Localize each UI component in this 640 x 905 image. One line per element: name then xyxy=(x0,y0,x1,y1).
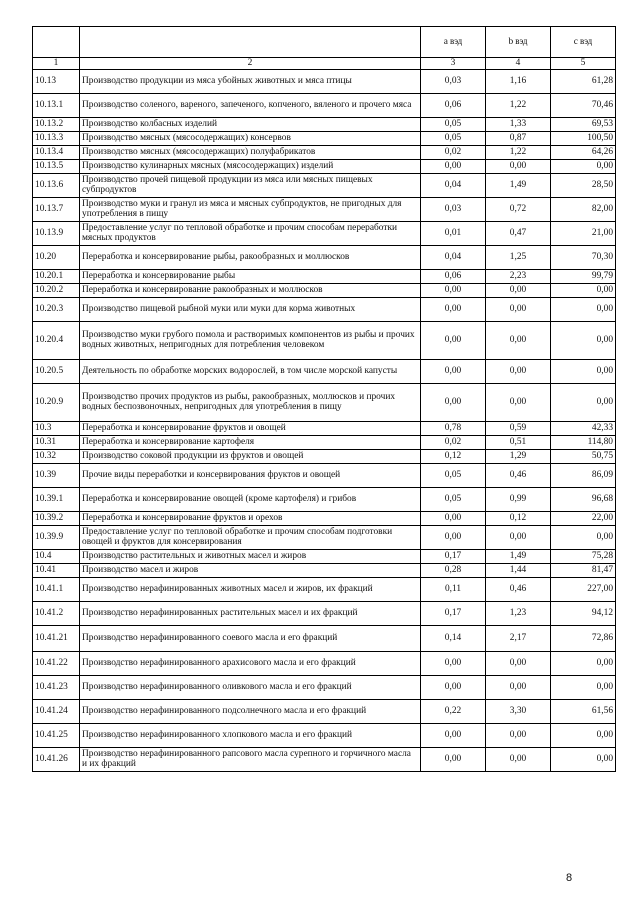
table-row xyxy=(33,421,616,435)
row-value-c: 0,00 xyxy=(551,283,616,297)
table-row xyxy=(33,487,616,511)
row-value-a: 0,06 xyxy=(421,93,486,117)
table-row xyxy=(33,221,616,245)
row-code: 10.20 xyxy=(33,245,80,269)
row-code: 10.13.7 xyxy=(33,197,80,221)
row-code: 10.20.9 xyxy=(33,383,80,421)
row-value-c: 28,50 xyxy=(551,173,616,197)
row-value-c: 0,00 xyxy=(551,321,616,359)
row-value-a: 0,00 xyxy=(421,383,486,421)
table-row xyxy=(33,651,616,675)
row-value-c: 0,00 xyxy=(551,297,616,321)
row-value-a: 0,00 xyxy=(421,159,486,173)
row-value-b: 0,12 xyxy=(486,511,551,525)
row-value-c: 0,00 xyxy=(551,723,616,747)
row-value-b: 1,29 xyxy=(486,449,551,463)
row-value-a: 0,00 xyxy=(421,297,486,321)
row-name: Переработка и консервирование ракообразных и моллюсков xyxy=(80,283,421,297)
row-name: Производство пищевой рыбной муки или муки для корма животных xyxy=(80,297,421,321)
row-name: Производство нерафинированного оливкового масла и его фракций xyxy=(80,675,421,699)
row-name: Переработка и консервирование овощей (кроме картофеля) и грибов xyxy=(80,487,421,511)
row-value-a: 0,00 xyxy=(421,525,486,549)
row-value-b: 0,00 xyxy=(486,675,551,699)
row-name: Производство нерафинированного арахисового масла и его фракций xyxy=(80,651,421,675)
row-value-c: 72,86 xyxy=(551,625,616,651)
row-code: 10.39.1 xyxy=(33,487,80,511)
row-name: Производство соленого, вареного, запеченого, копченого, вяленого и прочего мяса xyxy=(80,93,421,117)
row-value-c: 0,00 xyxy=(551,651,616,675)
header-b-sub: вэд xyxy=(515,36,528,47)
table-row xyxy=(33,549,616,563)
header-c-sub: вэд xyxy=(579,36,593,47)
row-value-a: 0,00 xyxy=(421,723,486,747)
row-value-b: 1,23 xyxy=(486,601,551,625)
row-value-b: 0,00 xyxy=(486,747,551,771)
table-row xyxy=(33,173,616,197)
row-value-c: 81,47 xyxy=(551,563,616,577)
row-value-a: 0,03 xyxy=(421,197,486,221)
header-b xyxy=(486,27,551,58)
row-value-b: 3,30 xyxy=(486,699,551,723)
table-row xyxy=(33,359,616,383)
row-value-a: 0,12 xyxy=(421,449,486,463)
header-code xyxy=(33,27,80,58)
table-row xyxy=(33,601,616,625)
row-value-a: 0,04 xyxy=(421,245,486,269)
table-row xyxy=(33,435,616,449)
row-value-b: 0,00 xyxy=(486,383,551,421)
row-name: Прочие виды переработки и консервирования фруктов и овощей xyxy=(80,463,421,487)
row-value-a: 0,02 xyxy=(421,145,486,159)
row-code: 10.41.2 xyxy=(33,601,80,625)
row-name: Переработка и консервирование фруктов и овощей xyxy=(80,421,421,435)
table-row xyxy=(33,383,616,421)
row-code: 10.3 xyxy=(33,421,80,435)
row-name: Производство продукции из мяса убойных животных и мяса птицы xyxy=(80,69,421,93)
row-name: Производство нерафинированного хлопкового масла и его фракций xyxy=(80,723,421,747)
row-name: Переработка и консервирование фруктов и орехов xyxy=(80,511,421,525)
row-value-c: 61,28 xyxy=(551,69,616,93)
row-value-a: 0,00 xyxy=(421,283,486,297)
row-value-b: 1,25 xyxy=(486,245,551,269)
row-name: Производство нерафинированных животных масел и жиров, их фракций xyxy=(80,577,421,601)
row-value-b: 0,00 xyxy=(486,321,551,359)
row-code: 10.20.5 xyxy=(33,359,80,383)
table-row xyxy=(33,747,616,771)
row-code: 10.20.1 xyxy=(33,269,80,283)
row-name: Производство мясных (мясосодержащих) консервов xyxy=(80,131,421,145)
row-value-b: 0,99 xyxy=(486,487,551,511)
row-value-c: 99,79 xyxy=(551,269,616,283)
header-b-main: b xyxy=(508,37,514,48)
row-value-c: 227,00 xyxy=(551,577,616,601)
row-code: 10.20.4 xyxy=(33,321,80,359)
row-code: 10.32 xyxy=(33,449,80,463)
row-value-b: 0,00 xyxy=(486,525,551,549)
row-code: 10.41.21 xyxy=(33,625,80,651)
table-body xyxy=(33,69,616,771)
column-number: 1 xyxy=(33,58,80,70)
row-code: 10.41.1 xyxy=(33,577,80,601)
row-value-b: 0,59 xyxy=(486,421,551,435)
row-value-b: 1,49 xyxy=(486,549,551,563)
row-value-a: 0,00 xyxy=(421,747,486,771)
row-value-c: 0,00 xyxy=(551,747,616,771)
row-value-b: 2,23 xyxy=(486,269,551,283)
row-name: Производство прочей пищевой продукции из мяса или мясных пищевых субпродуктов xyxy=(80,173,421,197)
row-name: Переработка и консервирование рыбы xyxy=(80,269,421,283)
row-value-c: 114,80 xyxy=(551,435,616,449)
row-value-c: 0,00 xyxy=(551,359,616,383)
table-row xyxy=(33,159,616,173)
row-code: 10.39.9 xyxy=(33,525,80,549)
row-code: 10.41 xyxy=(33,563,80,577)
header-c xyxy=(551,27,616,58)
row-value-b: 0,00 xyxy=(486,651,551,675)
table-row xyxy=(33,699,616,723)
row-value-c: 70,30 xyxy=(551,245,616,269)
table-row xyxy=(33,269,616,283)
row-code: 10.20.2 xyxy=(33,283,80,297)
row-code: 10.41.26 xyxy=(33,747,80,771)
row-code: 10.41.24 xyxy=(33,699,80,723)
row-value-c: 64,26 xyxy=(551,145,616,159)
header-a-sub: вэд xyxy=(449,36,463,47)
row-value-c: 69,53 xyxy=(551,117,616,131)
row-code: 10.41.25 xyxy=(33,723,80,747)
table-row xyxy=(33,563,616,577)
table-row xyxy=(33,449,616,463)
row-value-a: 0,22 xyxy=(421,699,486,723)
header-row xyxy=(33,27,616,58)
row-value-c: 96,68 xyxy=(551,487,616,511)
row-value-a: 0,05 xyxy=(421,117,486,131)
header-name xyxy=(80,27,421,58)
row-name: Производство мясных (мясосодержащих) полуфабрикатов xyxy=(80,145,421,159)
row-value-a: 0,17 xyxy=(421,601,486,625)
row-value-b: 2,17 xyxy=(486,625,551,651)
row-value-b: 0,87 xyxy=(486,131,551,145)
table-row xyxy=(33,511,616,525)
table-row xyxy=(33,245,616,269)
table-row xyxy=(33,525,616,549)
row-value-a: 0,00 xyxy=(421,675,486,699)
row-name: Производство колбасных изделий xyxy=(80,117,421,131)
row-name: Переработка и консервирование рыбы, ракообразных и моллюсков xyxy=(80,245,421,269)
row-value-a: 0,00 xyxy=(421,651,486,675)
row-value-c: 50,75 xyxy=(551,449,616,463)
row-name: Производство нерафинированного рапсового масла сурепного и горчичного масла и их фракций xyxy=(80,747,421,771)
table-row xyxy=(33,131,616,145)
row-value-c: 100,50 xyxy=(551,131,616,145)
row-value-b: 0,51 xyxy=(486,435,551,449)
row-value-a: 0,17 xyxy=(421,549,486,563)
row-value-c: 61,56 xyxy=(551,699,616,723)
row-value-c: 21,00 xyxy=(551,221,616,245)
row-value-a: 0,14 xyxy=(421,625,486,651)
row-value-b: 1,44 xyxy=(486,563,551,577)
column-number: 2 xyxy=(80,58,421,70)
table-row xyxy=(33,197,616,221)
row-value-c: 94,12 xyxy=(551,601,616,625)
row-value-a: 0,28 xyxy=(421,563,486,577)
row-value-a: 0,11 xyxy=(421,577,486,601)
row-name: Производство кулинарных мясных (мясосодержащих) изделий xyxy=(80,159,421,173)
row-code: 10.39.2 xyxy=(33,511,80,525)
row-code: 10.41.23 xyxy=(33,675,80,699)
row-value-a: 0,00 xyxy=(421,321,486,359)
row-value-b: 1,16 xyxy=(486,69,551,93)
row-value-c: 0,00 xyxy=(551,675,616,699)
column-number: 5 xyxy=(551,58,616,70)
row-value-a: 0,03 xyxy=(421,69,486,93)
row-name: Производство растительных и животных масел и жиров xyxy=(80,549,421,563)
row-code: 10.4 xyxy=(33,549,80,563)
header-a xyxy=(421,27,486,58)
row-value-c: 70,46 xyxy=(551,93,616,117)
table-row xyxy=(33,93,616,117)
row-name: Производство муки грубого помола и растворимых компонентов из рыбы и прочих водных животных, непригодных для потребления человеком xyxy=(80,321,421,359)
row-name: Деятельность по обработке морских водорослей, в том числе морской капусты xyxy=(80,359,421,383)
table-row xyxy=(33,297,616,321)
row-code: 10.13 xyxy=(33,69,80,93)
row-code: 10.39 xyxy=(33,463,80,487)
row-code: 10.31 xyxy=(33,435,80,449)
row-value-c: 82,00 xyxy=(551,197,616,221)
row-name: Производство муки и гранул из мяса и мясных субпродуктов, не пригодных для употребления в пищу xyxy=(80,197,421,221)
row-name: Производство прочих продуктов из рыбы, ракообразных, моллюсков и прочих водных беспозвоночных, непригодных для употребления в пищу xyxy=(80,383,421,421)
column-number: 4 xyxy=(486,58,551,70)
row-value-b: 1,22 xyxy=(486,93,551,117)
row-value-b: 0,72 xyxy=(486,197,551,221)
row-value-c: 42,33 xyxy=(551,421,616,435)
coefficients-table xyxy=(32,26,616,772)
row-value-a: 0,05 xyxy=(421,463,486,487)
row-value-a: 0,05 xyxy=(421,131,486,145)
row-name: Предоставление услуг по тепловой обработке и прочим способам подготовки овощей и фруктов для консервирования xyxy=(80,525,421,549)
row-value-a: 0,00 xyxy=(421,359,486,383)
row-value-c: 0,00 xyxy=(551,383,616,421)
row-value-b: 1,33 xyxy=(486,117,551,131)
table-row xyxy=(33,117,616,131)
row-name: Переработка и консервирование картофеля xyxy=(80,435,421,449)
row-code: 10.13.1 xyxy=(33,93,80,117)
row-code: 10.13.4 xyxy=(33,145,80,159)
table-row xyxy=(33,69,616,93)
row-name: Предоставление услуг по тепловой обработке и прочим способам переработки мясных продуктов xyxy=(80,221,421,245)
column-number-row xyxy=(33,58,616,70)
row-code: 10.13.9 xyxy=(33,221,80,245)
row-value-a: 0,02 xyxy=(421,435,486,449)
row-value-b: 0,00 xyxy=(486,297,551,321)
header-a-main: a xyxy=(443,37,448,48)
row-value-c: 0,00 xyxy=(551,159,616,173)
row-value-b: 0,46 xyxy=(486,463,551,487)
header-c-main: c xyxy=(573,37,578,48)
row-value-b: 0,00 xyxy=(486,159,551,173)
row-code: 10.13.6 xyxy=(33,173,80,197)
row-value-b: 0,47 xyxy=(486,221,551,245)
table-row xyxy=(33,675,616,699)
row-value-c: 22,00 xyxy=(551,511,616,525)
table-row xyxy=(33,321,616,359)
row-value-a: 0,01 xyxy=(421,221,486,245)
table-row xyxy=(33,463,616,487)
row-name: Производство нерафинированного подсолнечного масла и его фракций xyxy=(80,699,421,723)
row-name: Производство соковой продукции из фруктов и овощей xyxy=(80,449,421,463)
row-value-c: 86,09 xyxy=(551,463,616,487)
row-value-b: 0,00 xyxy=(486,283,551,297)
row-value-b: 1,49 xyxy=(486,173,551,197)
row-code: 10.41.22 xyxy=(33,651,80,675)
table-row xyxy=(33,577,616,601)
row-value-a: 0,00 xyxy=(421,511,486,525)
row-value-b: 0,00 xyxy=(486,723,551,747)
table-row xyxy=(33,625,616,651)
row-code: 10.13.3 xyxy=(33,131,80,145)
row-name: Производство масел и жиров xyxy=(80,563,421,577)
page-number: 8 xyxy=(566,872,573,884)
row-value-a: 0,06 xyxy=(421,269,486,283)
table-row xyxy=(33,145,616,159)
table-row xyxy=(33,283,616,297)
column-number: 3 xyxy=(421,58,486,70)
row-name: Производство нерафинированных растительных масел и их фракций xyxy=(80,601,421,625)
row-value-b: 1,22 xyxy=(486,145,551,159)
row-value-a: 0,04 xyxy=(421,173,486,197)
row-value-b: 0,46 xyxy=(486,577,551,601)
row-code: 10.13.2 xyxy=(33,117,80,131)
table-row xyxy=(33,723,616,747)
row-value-c: 75,28 xyxy=(551,549,616,563)
row-code: 10.20.3 xyxy=(33,297,80,321)
row-code: 10.13.5 xyxy=(33,159,80,173)
row-value-a: 0,78 xyxy=(421,421,486,435)
row-name: Производство нерафинированного соевого масла и его фракций xyxy=(80,625,421,651)
row-value-b: 0,00 xyxy=(486,359,551,383)
row-value-c: 0,00 xyxy=(551,525,616,549)
row-value-a: 0,05 xyxy=(421,487,486,511)
